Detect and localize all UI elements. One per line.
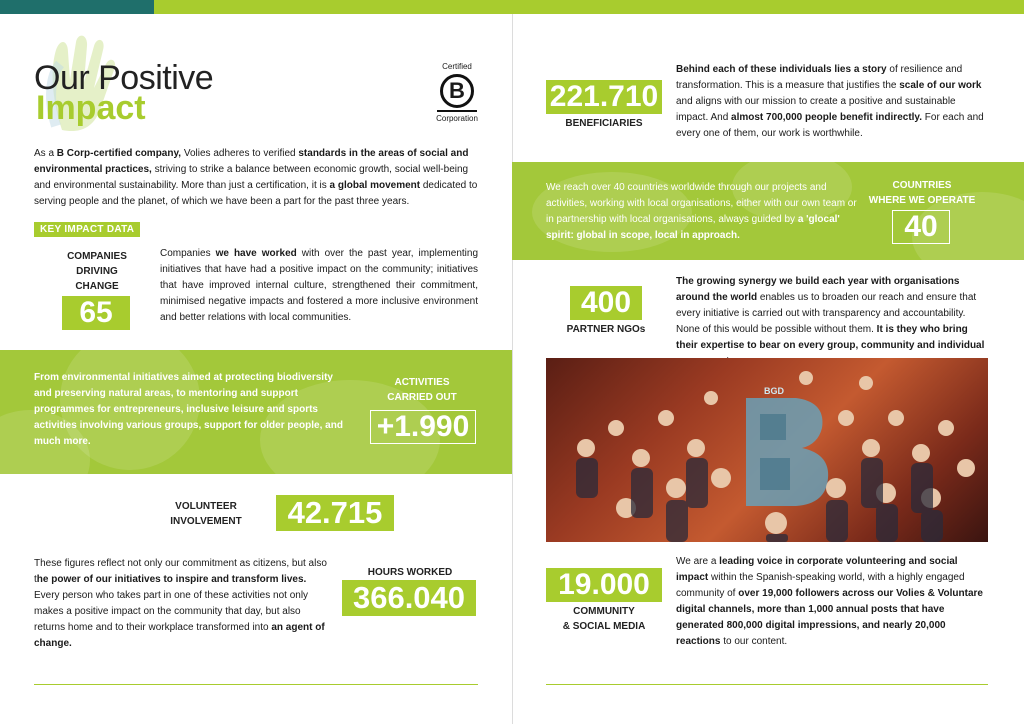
- companies-bold-1: we have worked: [215, 248, 297, 259]
- countries-text-1: We reach over 40 countries worldwide through our projects and activities, working with local organisations, either with our own team or in partnership with local organisations, always guided by: [546, 182, 857, 225]
- key-impact-tag: KEY IMPACT DATA: [34, 222, 140, 237]
- bcorp-circle-icon: [440, 74, 474, 108]
- hours-paragraph: [34, 556, 334, 652]
- countries-bold-1: a 'glocal' spirit: global in scope, local in approach.: [546, 214, 840, 241]
- activities-value: +1.990: [370, 410, 476, 444]
- bcorp-underline: [437, 110, 477, 112]
- community-text-4: to our content.: [720, 636, 788, 647]
- beneficiaries-bold-3: almost 700,000 people benefit indirectly.: [731, 112, 923, 123]
- volunteer-label: [156, 499, 256, 529]
- group-photo-illustration: [546, 358, 988, 542]
- intro-text-3: striving to strike a balance between economic growth, social well-being and environmental sustainability. More than just a certification, it is: [34, 164, 469, 191]
- group-photo: [546, 358, 988, 542]
- left-footer-line: [34, 684, 478, 685]
- community-value: 19.000: [546, 568, 662, 602]
- activities-label-l1: ACTIVITIES: [394, 377, 450, 388]
- beneficiaries-label: BENEFICIARIES: [565, 118, 643, 129]
- countries-label-l2: WHERE WE OPERATE: [868, 195, 976, 206]
- intro-bold-1: B Corp-certified company,: [56, 148, 182, 159]
- intro-text-2: Volies adheres to verified: [181, 148, 299, 159]
- page-title-line1: Our Positive: [34, 59, 214, 97]
- community-bold-3: 800,000 digital impressions, and nearly 20,000 reactions: [676, 620, 946, 647]
- photo-sign-text: BGD: [764, 386, 784, 396]
- bcorp-corporation-text: Corporation: [436, 114, 478, 123]
- bcorp-certified-text: Certified: [442, 62, 472, 71]
- intro-text-1: As a: [34, 148, 57, 159]
- bcorp-letter: B: [449, 78, 465, 103]
- hours-text-2: Every person who takes part in one of these activities not only makes a positive impact on the community that day, but also returns home and to their workplace transformed into: [34, 590, 309, 633]
- hours-text-1: These figures reflect not only our commitment as citizens, but also t: [34, 558, 327, 585]
- top-bar-green: [154, 0, 1024, 14]
- community-label: [546, 604, 662, 634]
- activities-label: [368, 375, 476, 405]
- intro-text-4: dedicated to serving people and the planet, of which we have been a part for the past three years.: [34, 180, 478, 207]
- volunteer-label-l2: INVOLVEMENT: [170, 516, 242, 527]
- community-text-2: within the Spanish-speaking world, with a highly engaged community of: [676, 572, 965, 599]
- beneficiaries-paragraph: [676, 62, 988, 142]
- companies-label-l2: DRIVING: [76, 266, 118, 277]
- volunteer-label-l1: VOLUNTEER: [175, 501, 237, 512]
- companies-text-2: with over the past year, implementing initiatives that have had a positive impact on the community; initiatives that have improved internal culture, strengthened their commitment, minimised negative impacts and fostered a more inclusive environment and better relations with local communities.: [160, 248, 479, 323]
- beneficiaries-text-3: For each and every one of them, our work is worthwhile.: [676, 112, 984, 139]
- page-divider: [512, 14, 513, 724]
- community-bold-2: over 19,000 followers across our Volies & Voluntare digital channels, more than 1,000 annual posts that have generated: [676, 588, 983, 631]
- community-label-l1: COMMUNITY: [573, 606, 635, 617]
- beneficiaries-text-2: and aligns with our mission to create a positive and sustainable impact. And: [676, 96, 956, 123]
- hours-bold-2: an agent of change.: [34, 622, 325, 649]
- activities-text-1: From environmental initiatives aimed at protecting biodiversity and preserving natural areas, to: [34, 372, 333, 399]
- bcorp-logo: [432, 62, 482, 130]
- beneficiaries-bold-1: Behind each of these individuals lies a story: [676, 64, 887, 75]
- community-paragraph: [676, 554, 988, 650]
- countries-label: [860, 178, 984, 208]
- ngos-text-1: enables us to broaden our reach and ensure that every initiative is carried out with transparency and accountability. None of this would be possible without them.: [676, 292, 977, 335]
- ngos-value: 400: [570, 286, 642, 320]
- activities-paragraph: [34, 370, 350, 450]
- ngos-bold-2: It is they who bring their expertise to bear on every group, community and individual: [676, 324, 985, 351]
- ngos-bold-1: The growing synergy we build each year with organisations around the world: [676, 276, 960, 303]
- companies-value: 65: [62, 296, 130, 330]
- countries-paragraph: [546, 180, 858, 244]
- activities-bold-1: mentoring and support programmes for entrepreneurs, inclusive leisure and sports activities involving various groups, support for older people, and much more.: [34, 388, 343, 447]
- activities-label-l2: CARRIED OUT: [387, 392, 457, 403]
- page-title-line2: Impact: [36, 89, 146, 127]
- hours-bold-1: he power of our initiatives to inspire and transform lives.: [36, 574, 307, 585]
- hours-value: 366.040: [342, 580, 476, 616]
- beneficiaries-text-1: of resilience and transformation. This is a measure that justifies the: [676, 64, 963, 91]
- companies-paragraph: [160, 246, 478, 326]
- countries-label-l1: COUNTRIES: [892, 180, 952, 191]
- companies-label-l1: COMPANIES: [67, 251, 127, 262]
- right-footer-line: [546, 684, 988, 685]
- companies-text-1: Companies: [160, 248, 216, 259]
- ngos-paragraph: [676, 274, 988, 370]
- community-bold-1: leading voice in corporate volunteering and social impact: [676, 556, 958, 583]
- volunteer-value: 42.715: [276, 495, 394, 531]
- companies-label: [50, 249, 144, 294]
- intro-bold-3: a global movement: [329, 180, 421, 191]
- community-label-l2: & SOCIAL MEDIA: [562, 621, 646, 632]
- countries-value: 40: [892, 210, 950, 244]
- hours-label: HOURS WORKED: [367, 567, 453, 578]
- beneficiaries-value: 221.710: [546, 80, 662, 114]
- community-text-1: We are a: [676, 556, 720, 567]
- intro-paragraph: [34, 146, 482, 210]
- beneficiaries-bold-2: scale of our work: [899, 80, 982, 91]
- intro-bold-2: standards in the areas of social and environmental practices,: [34, 148, 469, 175]
- companies-label-l3: CHANGE: [75, 281, 119, 292]
- ngos-label: PARTNER NGOs: [566, 324, 646, 335]
- top-bar-teal: [0, 0, 154, 14]
